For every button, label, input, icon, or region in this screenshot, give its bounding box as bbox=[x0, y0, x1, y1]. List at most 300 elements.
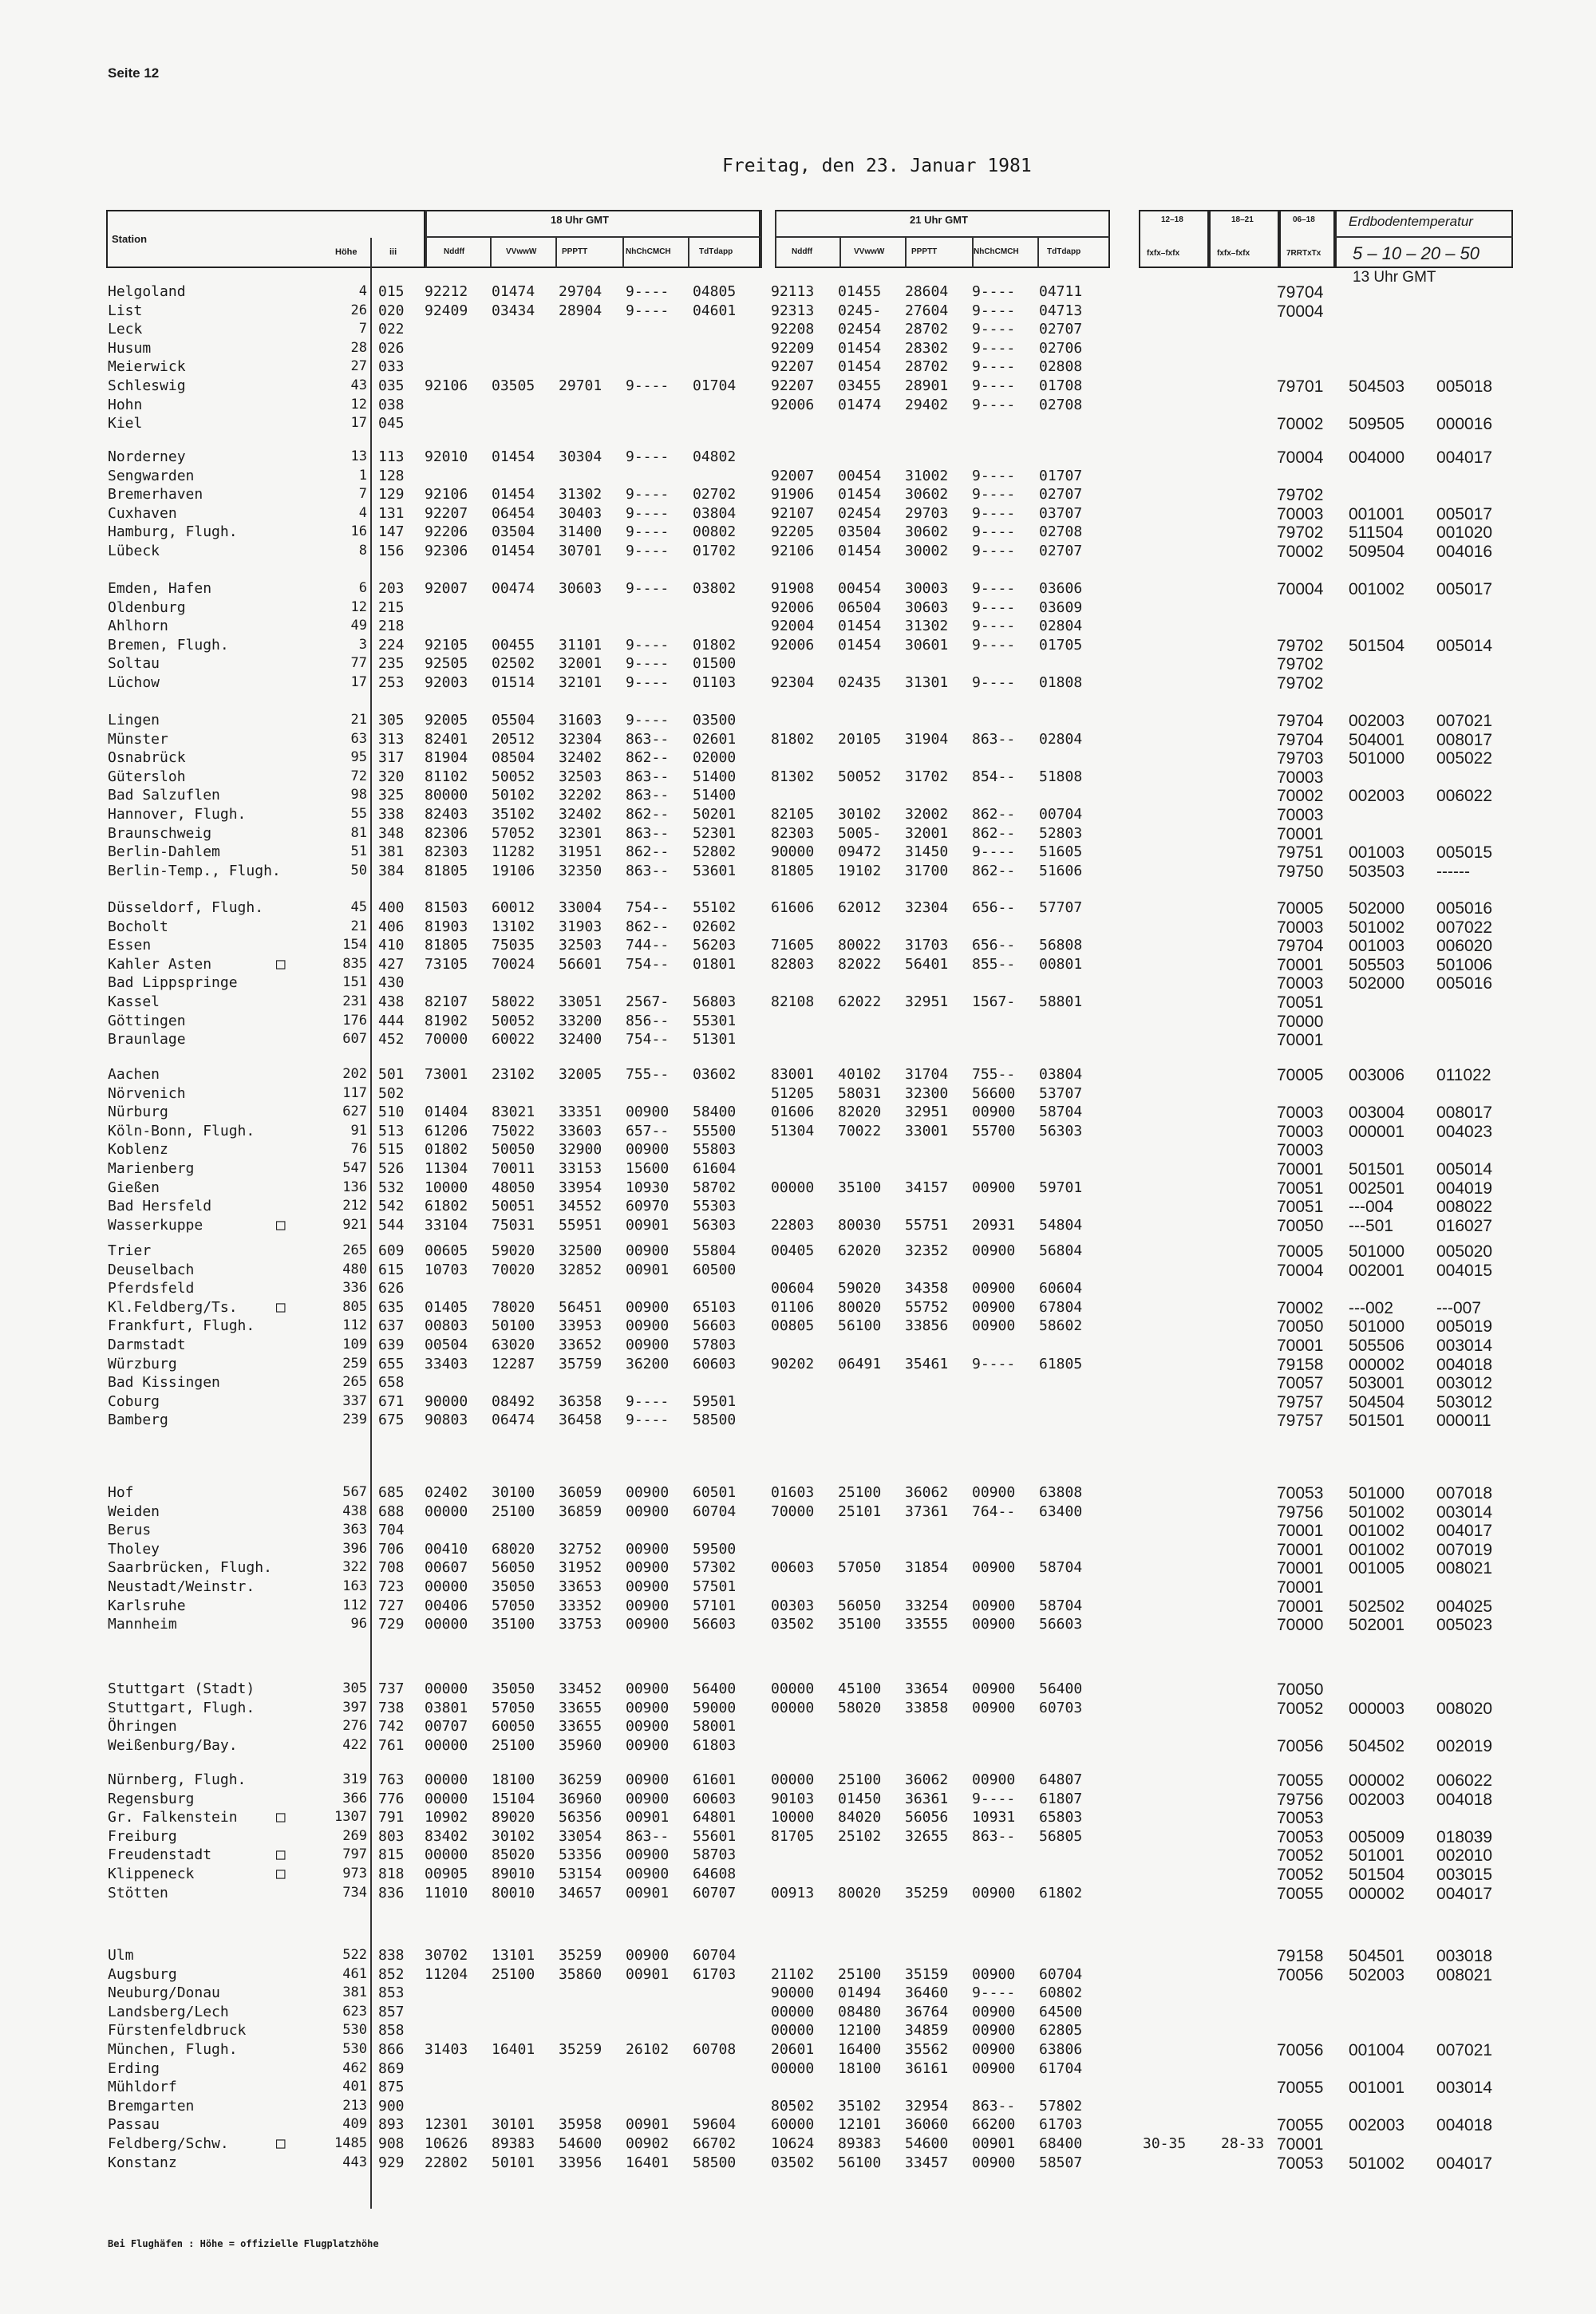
cell-n18-tdapp: 58702 bbox=[693, 1179, 737, 1196]
cell-n18-clouds: 9---- bbox=[626, 283, 670, 300]
cell-n21-vvwww: 25101 bbox=[838, 1503, 882, 1520]
cell-n21-clouds: 9---- bbox=[972, 302, 1016, 319]
cell-extr-0618: 70003 bbox=[1277, 1141, 1324, 1160]
cell-n18-tdapp: 58400 bbox=[693, 1104, 737, 1121]
cell-n18-nddff: 82403 bbox=[425, 806, 468, 823]
cell-n18-vvwww: 57050 bbox=[492, 1597, 535, 1614]
cell-n18-clouds: 26102 bbox=[626, 2041, 670, 2058]
cell-n18-clouds: 00900 bbox=[626, 1317, 670, 1335]
cell-n21-vvwww: 35102 bbox=[838, 2097, 882, 2115]
cell-n21-tdapp: 01808 bbox=[1039, 674, 1083, 691]
cell-iii: 929 bbox=[378, 2154, 405, 2171]
cell-n18-ppptt: 31101 bbox=[559, 636, 602, 654]
cell-n21-clouds: 00900 bbox=[972, 1616, 1016, 1633]
cell-n21-vvwww: 06504 bbox=[838, 598, 882, 616]
cell-hoehe: 154 bbox=[342, 937, 367, 954]
cell-soil-5-10: ---004 bbox=[1349, 1198, 1394, 1217]
cell-soil-20-50: 008020 bbox=[1436, 1699, 1493, 1718]
cell-n21-tdapp: 61703 bbox=[1039, 2116, 1083, 2134]
cell-soil-20-50: 007021 bbox=[1436, 712, 1493, 730]
cell-iii: 685 bbox=[378, 1484, 405, 1501]
cell-n21-vvwww: 01494 bbox=[838, 1984, 882, 2002]
cell-soil-5-10: 503001 bbox=[1349, 1374, 1405, 1393]
cell-n18-vvwww: 50052 bbox=[492, 768, 535, 785]
cell-n21-tdapp: 02804 bbox=[1039, 618, 1083, 635]
cell-hoehe: 734 bbox=[342, 1884, 367, 1901]
cell-n21-tdapp: 51808 bbox=[1039, 768, 1083, 785]
cell-n21-tdapp: 02707 bbox=[1039, 543, 1083, 559]
cell-n21-clouds: 9---- bbox=[972, 1355, 1016, 1372]
cell-hoehe: 530 bbox=[342, 2022, 367, 2039]
cell-n21-nddff: 00603 bbox=[771, 1559, 815, 1577]
cell-n18-tdapp: 66702 bbox=[693, 2135, 737, 2152]
cell-n18-tdapp: 03500 bbox=[693, 712, 737, 729]
footnote: Bei Flughäfen : Höhe = offizielle Flugplatzhöhe bbox=[108, 2238, 379, 2249]
mountain-station-marker: □ bbox=[276, 1215, 286, 1234]
cell-hoehe: 81 bbox=[350, 824, 367, 841]
rule-18-c1 bbox=[490, 236, 492, 268]
cell-n18-ppptt: 53154 bbox=[559, 1866, 602, 1882]
cell-soil-20-50: 006022 bbox=[1436, 787, 1493, 806]
cell-n21-vvwww: 62022 bbox=[838, 993, 882, 1010]
cell-iii: 675 bbox=[378, 1412, 405, 1429]
cell-n21-ppptt: 35562 bbox=[905, 2041, 949, 2058]
cell-n18-vvwww: 35050 bbox=[492, 1680, 535, 1697]
cell-hoehe: 239 bbox=[342, 1412, 367, 1428]
cell-n21-nddff: 00000 bbox=[771, 1179, 815, 1196]
cell-n21-vvwww: 70022 bbox=[838, 1122, 882, 1139]
cell-n21-vvwww: 02454 bbox=[838, 504, 882, 522]
cell-n21-vvwww: 18100 bbox=[838, 2059, 882, 2077]
cell-hoehe: 547 bbox=[342, 1160, 367, 1176]
cell-n18-vvwww: 68020 bbox=[492, 1540, 535, 1558]
cell-n18-ppptt: 35259 bbox=[559, 2041, 602, 2058]
cell-n18-clouds: 9---- bbox=[626, 543, 670, 559]
cell-n18-clouds: 9---- bbox=[626, 486, 670, 503]
cell-soil-20-50: 005023 bbox=[1436, 1616, 1493, 1635]
cell-n18-ppptt: 53356 bbox=[559, 1846, 602, 1864]
cell-station: Köln-Bonn, Flugh. bbox=[108, 1122, 255, 1139]
cell-n18-clouds: 00900 bbox=[626, 1866, 670, 1882]
cell-n21-clouds: 9---- bbox=[972, 377, 1016, 394]
cell-station: Sengwarden bbox=[108, 467, 195, 484]
cell-n21-vvwww: 02454 bbox=[838, 321, 882, 338]
cell-n18-clouds: 00901 bbox=[626, 2116, 670, 2134]
cell-n18-tdapp: 03802 bbox=[693, 580, 737, 597]
cell-station: Bad Hersfeld bbox=[108, 1198, 212, 1215]
cell-iii: 791 bbox=[378, 1809, 405, 1826]
cell-extr-0618: 70051 bbox=[1277, 1198, 1324, 1217]
cell-n21-tdapp: 03609 bbox=[1039, 598, 1083, 616]
cell-iii: 224 bbox=[378, 636, 405, 654]
cell-n18-ppptt: 32402 bbox=[559, 749, 602, 767]
cell-n21-vvwww: 25100 bbox=[838, 1484, 882, 1501]
cell-iii: 858 bbox=[378, 2022, 405, 2040]
cell-extr-0618: 70003 bbox=[1277, 806, 1324, 824]
cell-n18-ppptt: 30603 bbox=[559, 580, 602, 597]
cell-hoehe: 91 bbox=[350, 1122, 367, 1139]
cell-n18-ppptt: 32301 bbox=[559, 824, 602, 842]
cell-iii: 704 bbox=[378, 1522, 405, 1539]
cell-n21-ppptt: 31904 bbox=[905, 730, 949, 748]
cell-n21-vvwww: 45100 bbox=[838, 1680, 882, 1697]
cell-n18-tdapp: 58001 bbox=[693, 1718, 737, 1736]
cell-hoehe: 176 bbox=[342, 1012, 367, 1029]
cell-n21-nddff: 10000 bbox=[771, 1809, 815, 1826]
cell-hoehe: 8 bbox=[358, 543, 367, 559]
cell-max-1218: 30-35 bbox=[1143, 2135, 1187, 2152]
cell-n21-clouds: 9---- bbox=[972, 523, 1016, 541]
cell-n21-vvwww: 19102 bbox=[838, 862, 882, 879]
cell-n21-tdapp: 02808 bbox=[1039, 358, 1083, 376]
cell-n18-ppptt: 33655 bbox=[559, 1699, 602, 1716]
cell-n21-clouds: 00900 bbox=[972, 1884, 1016, 1901]
cell-n18-tdapp: 01103 bbox=[693, 674, 737, 691]
cell-n18-tdapp: 65103 bbox=[693, 1298, 737, 1316]
rule-21-c1 bbox=[839, 236, 841, 268]
cell-extr-0618: 70000 bbox=[1277, 1012, 1324, 1031]
cell-n21-vvwww: 20105 bbox=[838, 730, 882, 748]
cell-station: Konstanz bbox=[108, 2154, 177, 2171]
cell-soil-20-50: 005016 bbox=[1436, 974, 1493, 993]
cell-n21-nddff: 03502 bbox=[771, 1616, 815, 1633]
cell-iii: 381 bbox=[378, 843, 405, 861]
cell-n18-clouds: 9---- bbox=[626, 712, 670, 729]
cell-n18-ppptt: 31603 bbox=[559, 712, 602, 729]
cell-n18-vvwww: 20512 bbox=[492, 730, 535, 748]
cell-n21-clouds: 9---- bbox=[972, 1790, 1016, 1807]
cell-n21-ppptt: 36060 bbox=[905, 2116, 949, 2134]
cell-n21-tdapp: 00801 bbox=[1039, 955, 1083, 973]
cell-n21-clouds: 1567- bbox=[972, 993, 1016, 1010]
cell-iii: 317 bbox=[378, 749, 405, 767]
cell-n21-ppptt: 31302 bbox=[905, 618, 949, 635]
cell-n21-vvwww: 58020 bbox=[838, 1699, 882, 1716]
cell-n18-tdapp: 57803 bbox=[693, 1337, 737, 1353]
cell-n18-nddff: 92409 bbox=[425, 302, 468, 319]
cell-soil-5-10: 000002 bbox=[1349, 1884, 1405, 1903]
cell-soil-20-50: 003018 bbox=[1436, 1947, 1493, 1965]
cell-n21-clouds: 863-- bbox=[972, 2097, 1016, 2115]
cell-iii: 637 bbox=[378, 1317, 405, 1335]
cell-iii: 708 bbox=[378, 1559, 405, 1577]
cell-n18-tdapp: 56803 bbox=[693, 993, 737, 1010]
cell-station: Soltau bbox=[108, 655, 160, 673]
cell-soil-20-50: 004018 bbox=[1436, 2116, 1493, 2135]
cell-extr-0618: 79702 bbox=[1277, 674, 1324, 693]
cell-n21-nddff: 80502 bbox=[771, 2097, 815, 2115]
cell-n18-vvwww: 50052 bbox=[492, 1012, 535, 1029]
cell-n21-vvwww: 80020 bbox=[838, 1884, 882, 1901]
cell-soil-20-50: 004018 bbox=[1436, 1355, 1493, 1374]
cell-n18-vvwww: 08492 bbox=[492, 1392, 535, 1410]
cell-soil-20-50: 503012 bbox=[1436, 1392, 1493, 1412]
cell-n18-vvwww: 70024 bbox=[492, 955, 535, 973]
cell-n21-tdapp: 60704 bbox=[1039, 1965, 1083, 1983]
cell-n21-vvwww: 80030 bbox=[838, 1216, 882, 1234]
cell-iii: 384 bbox=[378, 862, 405, 879]
cell-soil-5-10: 503503 bbox=[1349, 862, 1405, 881]
cell-hoehe: 50 bbox=[350, 862, 367, 879]
cell-soil-20-50: 007018 bbox=[1436, 1484, 1493, 1503]
cell-hoehe: 396 bbox=[342, 1540, 367, 1557]
cell-n18-tdapp: 00802 bbox=[693, 523, 737, 541]
cell-soil-5-10: 003004 bbox=[1349, 1104, 1405, 1123]
cell-n21-tdapp: 65803 bbox=[1039, 1809, 1083, 1826]
cell-n18-tdapp: 56603 bbox=[693, 1317, 737, 1335]
cell-n18-vvwww: 35100 bbox=[492, 1616, 535, 1633]
cell-soil-20-50: 008022 bbox=[1436, 1198, 1493, 1217]
cell-extr-0618: 70002 bbox=[1277, 787, 1324, 806]
cell-n18-nddff: 73001 bbox=[425, 1066, 468, 1083]
cell-soil-5-10: 001003 bbox=[1349, 937, 1405, 956]
cell-n18-tdapp: 57501 bbox=[693, 1578, 737, 1595]
cell-iii: 542 bbox=[378, 1198, 405, 1215]
cell-n18-tdapp: 60708 bbox=[693, 2041, 737, 2058]
cell-soil-20-50: 004019 bbox=[1436, 1179, 1493, 1198]
cell-extr-0618: 70052 bbox=[1277, 1699, 1324, 1718]
cell-extr-0618: 79704 bbox=[1277, 937, 1324, 956]
cell-n21-ppptt: 36062 bbox=[905, 1771, 949, 1788]
cell-iii: 444 bbox=[378, 1012, 405, 1029]
cell-station: Bremen, Flugh. bbox=[108, 636, 229, 654]
cell-station: Essen bbox=[108, 937, 152, 954]
cell-iii: 348 bbox=[378, 824, 405, 842]
cell-n18-tdapp: 56303 bbox=[693, 1216, 737, 1234]
cell-n18-tdapp: 61601 bbox=[693, 1771, 737, 1788]
cell-iii: 131 bbox=[378, 504, 405, 522]
cell-n21-ppptt: 30603 bbox=[905, 598, 949, 616]
cell-station: Oldenburg bbox=[108, 598, 186, 616]
cell-station: Frankfurt, Flugh. bbox=[108, 1317, 255, 1335]
cell-n21-ppptt: 31703 bbox=[905, 937, 949, 954]
cell-n21-vvwww: 80022 bbox=[838, 937, 882, 954]
cell-hoehe: 921 bbox=[342, 1216, 367, 1233]
cell-soil-5-10: 001002 bbox=[1349, 580, 1405, 598]
cell-n18-tdapp: 61703 bbox=[693, 1965, 737, 1983]
cell-soil-5-10: 501501 bbox=[1349, 1412, 1405, 1431]
cell-n21-clouds: 764-- bbox=[972, 1503, 1016, 1520]
cell-station: Schleswig bbox=[108, 377, 186, 394]
cell-n21-nddff: 01606 bbox=[771, 1104, 815, 1121]
cell-n18-ppptt: 31903 bbox=[559, 918, 602, 935]
cell-n21-tdapp: 56400 bbox=[1039, 1680, 1083, 1697]
cell-n18-clouds: 00900 bbox=[626, 1540, 670, 1558]
cell-soil-20-50: 007019 bbox=[1436, 1540, 1493, 1559]
rule-21-c3 bbox=[972, 236, 974, 268]
cell-n21-nddff: 10624 bbox=[771, 2135, 815, 2152]
cell-n21-clouds: 00900 bbox=[972, 2059, 1016, 2077]
cell-n18-tdapp: 55803 bbox=[693, 1141, 737, 1159]
cell-station: Gr. Falkenstein bbox=[108, 1809, 238, 1826]
cell-soil-5-10: 501001 bbox=[1349, 1846, 1405, 1866]
cell-n21-nddff: 90103 bbox=[771, 1790, 815, 1807]
cell-hoehe: 7 bbox=[358, 486, 367, 503]
cell-iii: 635 bbox=[378, 1298, 405, 1316]
cell-iii: 852 bbox=[378, 1965, 405, 1983]
header-18-group: 18 Uhr GMT bbox=[551, 214, 609, 226]
cell-n21-clouds: 9---- bbox=[972, 636, 1016, 654]
cell-soil-5-10: 001004 bbox=[1349, 2041, 1405, 2059]
cell-extr-0618: 79756 bbox=[1277, 1790, 1324, 1809]
cell-n21-clouds: 00900 bbox=[972, 1298, 1016, 1316]
h18-c3: NhChCMCH bbox=[626, 247, 671, 256]
cell-n18-tdapp: 57101 bbox=[693, 1597, 737, 1614]
cell-hoehe: 202 bbox=[342, 1066, 367, 1082]
cell-iii: 438 bbox=[378, 993, 405, 1010]
cell-n18-vvwww: 60050 bbox=[492, 1718, 535, 1736]
cell-station: Lüchow bbox=[108, 674, 160, 691]
cell-iii: 738 bbox=[378, 1699, 405, 1716]
cell-iii: 763 bbox=[378, 1771, 405, 1788]
cell-soil-20-50: 001020 bbox=[1436, 523, 1493, 543]
cell-n18-tdapp: 02000 bbox=[693, 749, 737, 767]
cell-soil-5-10: 502000 bbox=[1349, 974, 1405, 993]
cell-extr-0618: 70052 bbox=[1277, 1866, 1324, 1884]
cell-n18-clouds: 00900 bbox=[626, 1559, 670, 1577]
cell-n21-clouds: 9---- bbox=[972, 486, 1016, 503]
cell-n18-nddff: 70000 bbox=[425, 1031, 468, 1048]
cell-extr-0618: 70003 bbox=[1277, 974, 1324, 993]
cell-n21-ppptt: 32001 bbox=[905, 824, 949, 842]
cell-n18-vvwww: 57052 bbox=[492, 824, 535, 842]
cell-n21-vvwww: 03504 bbox=[838, 523, 882, 541]
cell-station: Freiburg bbox=[108, 1827, 177, 1845]
cell-n21-nddff: 01106 bbox=[771, 1298, 815, 1316]
header-hoehe: Höhe bbox=[335, 247, 358, 257]
cell-extr-0618: 70001 bbox=[1277, 1578, 1324, 1597]
cell-n18-vvwww: 83021 bbox=[492, 1104, 535, 1121]
cell-n21-vvwww: 06491 bbox=[838, 1355, 882, 1372]
cell-iii: 513 bbox=[378, 1122, 405, 1139]
cell-n21-nddff: 82108 bbox=[771, 993, 815, 1010]
cell-n18-nddff: 00000 bbox=[425, 1736, 468, 1754]
cell-station: Tholey bbox=[108, 1540, 160, 1558]
cell-n21-clouds: 00900 bbox=[972, 2154, 1016, 2171]
cell-n18-tdapp: 59000 bbox=[693, 1699, 737, 1716]
cell-soil-20-50: 003014 bbox=[1436, 2079, 1493, 2098]
cell-extr-0618: 70005 bbox=[1277, 1242, 1324, 1261]
cell-n18-tdapp: 60704 bbox=[693, 1947, 737, 1964]
cell-n21-nddff: 00405 bbox=[771, 1242, 815, 1259]
cell-n18-nddff: 11204 bbox=[425, 1965, 468, 1983]
cell-n21-clouds: 9---- bbox=[972, 543, 1016, 559]
cell-n18-nddff: 83402 bbox=[425, 1827, 468, 1845]
cell-iii: 113 bbox=[378, 448, 405, 465]
cell-iii: 626 bbox=[378, 1280, 405, 1297]
cell-n18-nddff: 12301 bbox=[425, 2116, 468, 2134]
cell-n18-nddff: 61802 bbox=[425, 1198, 468, 1215]
cell-extr-0618: 70005 bbox=[1277, 899, 1324, 918]
cell-n21-vvwww: 5005- bbox=[838, 824, 882, 842]
cell-station: Coburg bbox=[108, 1392, 160, 1410]
cell-n21-tdapp: 02707 bbox=[1039, 321, 1083, 338]
cell-n21-vvwww: 01474 bbox=[838, 396, 882, 413]
cell-iii: 908 bbox=[378, 2135, 405, 2152]
cell-station: Passau bbox=[108, 2116, 160, 2134]
cell-n18-tdapp: 61803 bbox=[693, 1736, 737, 1754]
header-erd-time: 13 Uhr GMT bbox=[1353, 269, 1436, 286]
cell-n18-ppptt: 55951 bbox=[559, 1216, 602, 1234]
cell-soil-5-10: 501000 bbox=[1349, 1317, 1405, 1337]
cell-n18-tdapp: 64801 bbox=[693, 1809, 737, 1826]
cell-iii: 147 bbox=[378, 523, 405, 541]
cell-n21-nddff: 91906 bbox=[771, 486, 815, 503]
cell-station: Freudenstadt bbox=[108, 1846, 212, 1864]
cell-n18-clouds: 00901 bbox=[626, 1216, 670, 1234]
cell-n21-clouds: 00900 bbox=[972, 2022, 1016, 2040]
cell-iii: 706 bbox=[378, 1540, 405, 1558]
cell-n21-vvwww: 30102 bbox=[838, 806, 882, 823]
cell-station: Darmstadt bbox=[108, 1337, 186, 1353]
cell-iii: 038 bbox=[378, 396, 405, 413]
cell-n21-tdapp: 04713 bbox=[1039, 302, 1083, 319]
h21-c1: VVwwW bbox=[854, 247, 885, 256]
cell-n21-vvwww: 57050 bbox=[838, 1559, 882, 1577]
cell-station: Helgoland bbox=[108, 283, 186, 300]
cell-n21-ppptt: 56401 bbox=[905, 955, 949, 973]
cell-n21-nddff: 00303 bbox=[771, 1597, 815, 1614]
cell-n21-tdapp: 58704 bbox=[1039, 1559, 1083, 1577]
cell-station: Bad Kissingen bbox=[108, 1374, 220, 1392]
cell-n21-tdapp: 58602 bbox=[1039, 1317, 1083, 1335]
cell-iii: 501 bbox=[378, 1066, 405, 1083]
cell-station: Ahlhorn bbox=[108, 618, 168, 635]
cell-iii: 510 bbox=[378, 1104, 405, 1121]
cell-n21-tdapp: 63808 bbox=[1039, 1484, 1083, 1501]
cell-station: Husum bbox=[108, 339, 152, 357]
cell-n18-vvwww: 11282 bbox=[492, 843, 535, 861]
cell-n21-nddff: 22803 bbox=[771, 1216, 815, 1234]
header-p0618: 06–18 bbox=[1293, 215, 1315, 224]
cell-iii: 325 bbox=[378, 787, 405, 804]
header-p1218: 12–18 bbox=[1161, 215, 1183, 224]
cell-extr-0618: 70003 bbox=[1277, 918, 1324, 937]
cell-station: List bbox=[108, 302, 143, 319]
cell-extr-0618: 70001 bbox=[1277, 1337, 1324, 1355]
cell-iii: 026 bbox=[378, 339, 405, 357]
cell-soil-5-10: 501504 bbox=[1349, 636, 1405, 655]
cell-n21-tdapp: 03804 bbox=[1039, 1066, 1083, 1083]
cell-n21-tdapp: 60802 bbox=[1039, 1984, 1083, 2002]
cell-n21-clouds: 9---- bbox=[972, 467, 1016, 484]
cell-n18-nddff: 81503 bbox=[425, 899, 468, 916]
cell-n21-nddff: 82803 bbox=[771, 955, 815, 973]
cell-hoehe: 55 bbox=[350, 806, 367, 822]
cell-n21-vvwww: 00454 bbox=[838, 467, 882, 484]
cell-n18-clouds: 10930 bbox=[626, 1179, 670, 1196]
cell-n18-ppptt: 30701 bbox=[559, 543, 602, 559]
cell-soil-20-50: 005019 bbox=[1436, 1317, 1493, 1337]
cell-n18-nddff: 92010 bbox=[425, 448, 468, 465]
cell-iii: 688 bbox=[378, 1503, 405, 1520]
cell-n21-nddff: 00000 bbox=[771, 2022, 815, 2040]
cell-iii: 156 bbox=[378, 543, 405, 559]
cell-n18-vvwww: 08504 bbox=[492, 749, 535, 767]
cell-n18-clouds: 9---- bbox=[626, 302, 670, 319]
cell-n18-clouds: 863-- bbox=[626, 1827, 670, 1845]
cell-soil-5-10: 509505 bbox=[1349, 415, 1405, 434]
cell-iii: 615 bbox=[378, 1261, 405, 1278]
cell-soil-20-50: 005017 bbox=[1436, 504, 1493, 523]
cell-n21-tdapp: 64807 bbox=[1039, 1771, 1083, 1788]
cell-soil-20-50: 004025 bbox=[1436, 1597, 1493, 1616]
cell-iii: 893 bbox=[378, 2116, 405, 2134]
cell-n21-ppptt: 30003 bbox=[905, 580, 949, 597]
cell-n21-vvwww: 03455 bbox=[838, 377, 882, 394]
cell-n18-vvwww: 50050 bbox=[492, 1141, 535, 1159]
cell-soil-5-10: 501002 bbox=[1349, 1503, 1405, 1522]
